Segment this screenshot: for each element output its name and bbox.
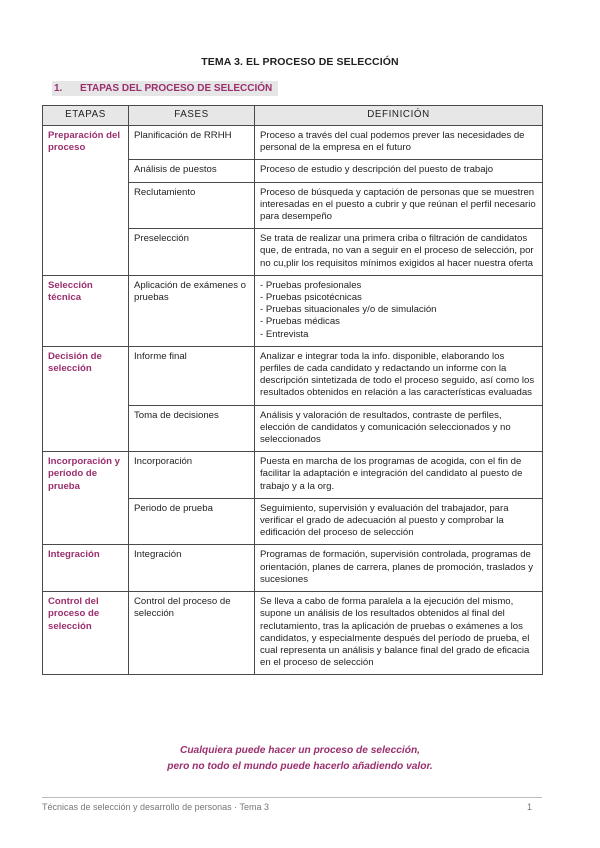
phase-cell: Toma de decisiones <box>129 405 255 452</box>
stage-cell: Integración <box>43 545 129 592</box>
closing-quote <box>0 743 600 775</box>
list-item: - Pruebas profesionales <box>260 279 362 291</box>
section-title: ETAPAS DEL PROCESO DE SELECCIÓN <box>80 83 273 94</box>
stage-cell: Control del proceso de selección <box>43 592 129 675</box>
definition-cell: Seguimiento, supervisión y evaluación del trabajador, para verificar el grado de adecuación al puesto y comprobar la edificación del proceso de selección <box>255 498 543 545</box>
page-title: TEMA 3. EL PROCESO DE SELECCIÓN <box>201 56 399 68</box>
footer-course-title: Técnicas de selección y desarrollo de personas · Tema 3 <box>42 802 269 812</box>
definition-cell: Análisis y valoración de resultados, contraste de perfiles, elección de candidatos y comunicación seleccionados y no seleccionados <box>255 405 543 452</box>
definition-cell: Proceso de estudio y descripción del puesto de trabajo <box>255 160 543 182</box>
table-row <box>43 346 543 405</box>
list-item: - Entrevista <box>260 328 309 340</box>
list-item: - Pruebas situacionales y/o de simulación <box>260 304 437 316</box>
definition-cell: Programas de formación, supervisión controlada, programas de orientación, planes de carrera, planes de promoción, traslados y sucesiones <box>255 545 543 592</box>
definition-cell <box>255 275 543 346</box>
stage-cell: Preparación del proceso <box>43 126 129 276</box>
definition-cell: Se lleva a cabo de forma paralela a la ejecución del mismo, supone un análisis de los resultados obtenidos al final del reclutamiento, tras la aplicación de pruebas o exámenes a los candidatos, y especialmente después del período de prueba, el cual representa un análisis y balance final del grado de eficacia en el proceso de selección <box>255 592 543 675</box>
stage-cell: Selección técnica <box>43 275 129 346</box>
phase-cell: Reclutamiento <box>129 182 255 229</box>
definition-cell: Proceso de búsqueda y captación de personas que se muestren interesadas en el puesto a cubrir y que reúnan el perfil necesario para desempeño <box>255 182 543 229</box>
section-number: 1. <box>54 83 63 94</box>
table-row <box>43 126 543 160</box>
list-item: - Pruebas psicotécnicas <box>260 292 362 304</box>
closing-quote-line-1: Cualquiera puede hacer un proceso de selección, <box>179 745 421 756</box>
phase-cell: Aplicación de exámenes o pruebas <box>129 275 255 346</box>
phase-cell: Incorporación <box>129 452 255 499</box>
definition-cell: Analizar e integrar toda la info. disponible, elaborando los perfiles de cada candidato y redactando un informe con la descripción sintetizada de todo el proceso seguido, así como los resultados obtenidos en relación a las características evaluadas <box>255 346 543 405</box>
table-row <box>43 452 543 499</box>
list-item: - Pruebas médicas <box>260 316 340 328</box>
phase-cell: Análisis de puestos <box>129 160 255 182</box>
header-etapas: ETAPAS <box>43 106 129 126</box>
table-header-row <box>43 106 543 126</box>
header-definicion: DEFINICIÓN <box>255 106 543 126</box>
table-row <box>43 275 543 346</box>
stages-table <box>42 105 543 675</box>
header-fases: FASES <box>129 106 255 126</box>
stage-cell: Decisión de selección <box>43 346 129 451</box>
definition-cell: Se trata de realizar una primera criba o filtración de candidatos que, de entrada, no van a seguir en el proceso de selección, por no cu,plir los requisitos mínimos exigidos al hacer nuestra oferta <box>255 229 543 276</box>
definition-cell: Proceso a través del cual podemos prever las necesidades de personal de la empresa en el futuro <box>255 126 543 160</box>
phase-cell: Planificación de RRHH <box>129 126 255 160</box>
phase-cell: Informe final <box>129 346 255 405</box>
section-heading <box>52 81 278 96</box>
definition-cell: Puesta en marcha de los programas de acogida, con el fin de facilitar la adaptación e integración del candidato al puesto de trabajo y a la org. <box>255 452 543 499</box>
table-row <box>43 545 543 592</box>
phase-cell: Preselección <box>129 229 255 276</box>
footer-divider <box>42 797 542 798</box>
phase-cell: Periodo de prueba <box>129 498 255 545</box>
footer-page-number: 1 <box>527 802 533 812</box>
phase-cell: Integración <box>129 545 255 592</box>
stage-cell: Incorporación y período de prueba <box>43 452 129 545</box>
table-row <box>43 592 543 675</box>
phase-cell: Control del proceso de selección <box>129 592 255 675</box>
closing-quote-line-2: pero no todo el mundo puede hacerlo añadiendo valor. <box>167 761 433 772</box>
